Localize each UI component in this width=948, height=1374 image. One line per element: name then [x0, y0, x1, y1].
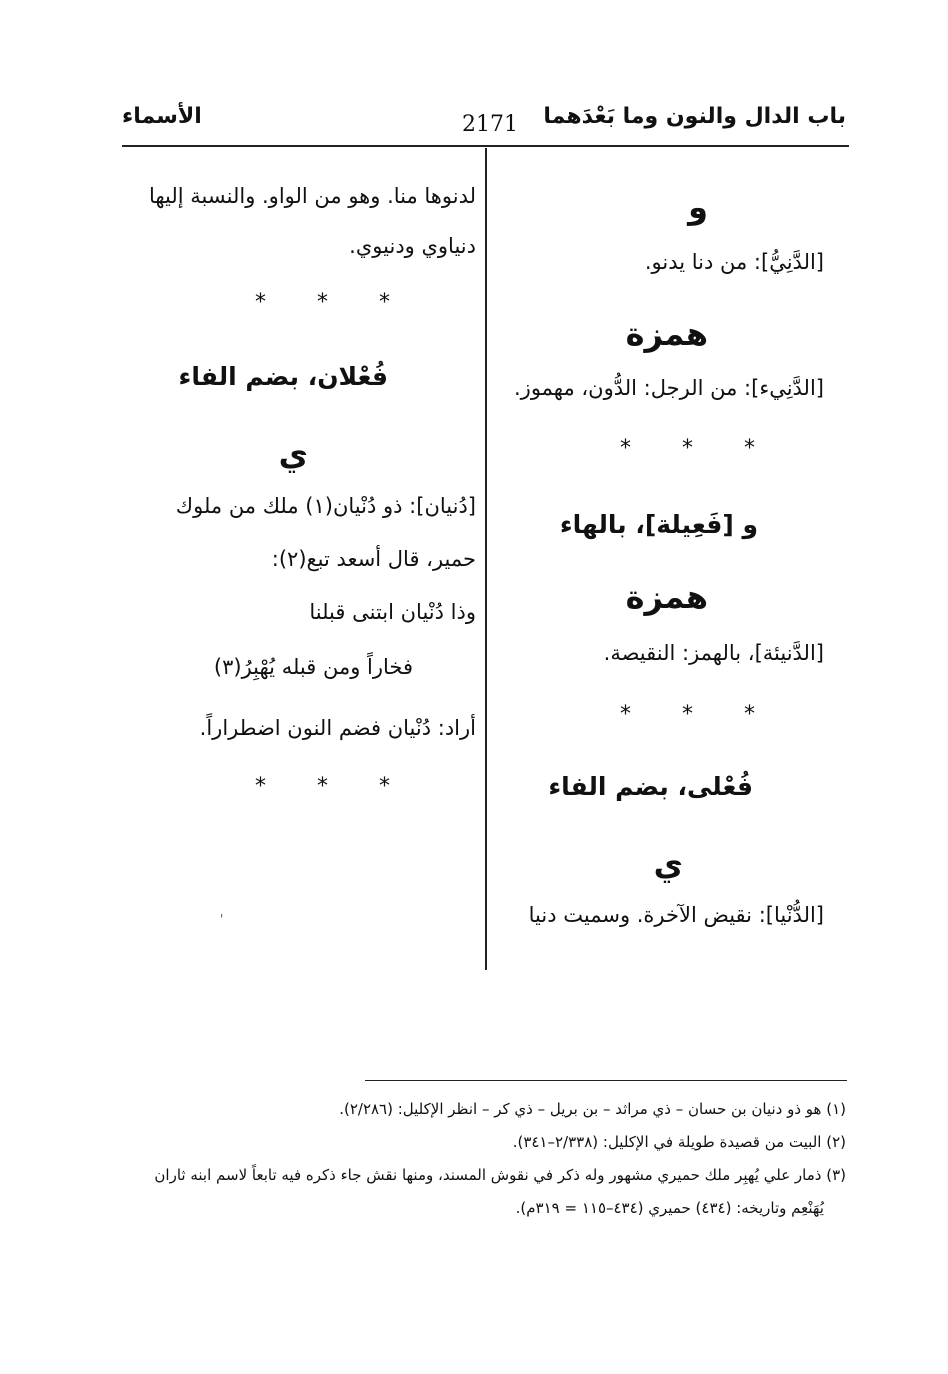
entry-dani-hamz: [الدَّنِيء]: من الرجل: الدُّون، مهموز.	[514, 376, 824, 400]
header-book-section-title: الأسماء	[122, 104, 202, 129]
entry-dunyan-line-3: أراد: دُنْيان فضم النون اضطراراً.	[199, 716, 476, 740]
entry-dani: [الدَّنِيُّ]: من دنا يدنو.	[644, 250, 824, 274]
footnote-rule	[365, 1080, 847, 1081]
section-heading-faila: و [فَعِيلة]، بالهاء	[559, 510, 758, 539]
page-number: 2171	[462, 112, 518, 137]
footnote-3-line-1: (٣) ذمار علي يُهبِر ملك حميري مشهور وله ذكر في نقوش المسند، ومنها نقش جاء ذكره فيه تابعاً لاسم ابنه ثاران	[154, 1166, 846, 1184]
hamza-heading-2: همزة	[625, 578, 708, 616]
letter-heading-ya-right: ي	[653, 845, 683, 883]
separator-stars-2: * * *	[620, 702, 777, 727]
header-rule	[122, 145, 849, 147]
letter-heading-waw: و	[688, 188, 708, 226]
verse-line-1: وذا دُنْيان ابتنى قبلنا	[309, 600, 476, 624]
verse-line-2: فخاراً ومن قبله يُهْبِرُ(٣)	[213, 655, 413, 679]
stray-mark: '	[220, 912, 224, 926]
separator-stars-4: * * *	[255, 774, 412, 799]
entry-dunya: [الدُّنْيا]: نقيض الآخرة. وسميت دنيا	[528, 903, 824, 927]
section-heading-fulan: فُعْلان، بضم الفاء	[178, 362, 388, 391]
letter-heading-ya-left: ي	[278, 435, 308, 473]
footnote-2: (٢) البيت من قصيدة طويلة في الإكليل: (٢/٣٣٨–٣٤١).	[512, 1133, 846, 1151]
separator-stars-3: * * *	[255, 290, 412, 315]
footnote-1: (١) هو ذو دنيان بن حسان – ذي مراثد – بن بريل – ذي كر – انظر الإكليل: (٢/٢٨٦).	[339, 1100, 846, 1118]
section-heading-fula: فُعْلى، بضم الفاء	[548, 772, 753, 801]
header-chapter-title: باب الدال والنون وما بَعْدَهما	[543, 104, 846, 129]
column-divider	[485, 148, 487, 970]
footnote-3-line-2: يُهَنْعِم وتاريخه: (٤٣٤) حميري (٤٣٤–١١٥ = ٣١٩م).	[515, 1199, 824, 1217]
left-line-2: دنياوي ودنيوي.	[349, 234, 476, 258]
entry-dunyan-line-2: حمير، قال أسعد تبع(٢):	[271, 547, 476, 571]
left-line-1: لدنوها منا. وهو من الواو. والنسبة إليها	[148, 184, 476, 208]
hamza-heading-1: همزة	[625, 315, 708, 353]
entry-daniah: [الدَّنيئة]، بالهمز: النقيصة.	[603, 641, 824, 665]
separator-stars-1: * * *	[620, 436, 777, 461]
entry-dunyan-line-1: [دُنيان]: ذو دُنْيان(١) ملك من ملوك	[175, 494, 476, 518]
